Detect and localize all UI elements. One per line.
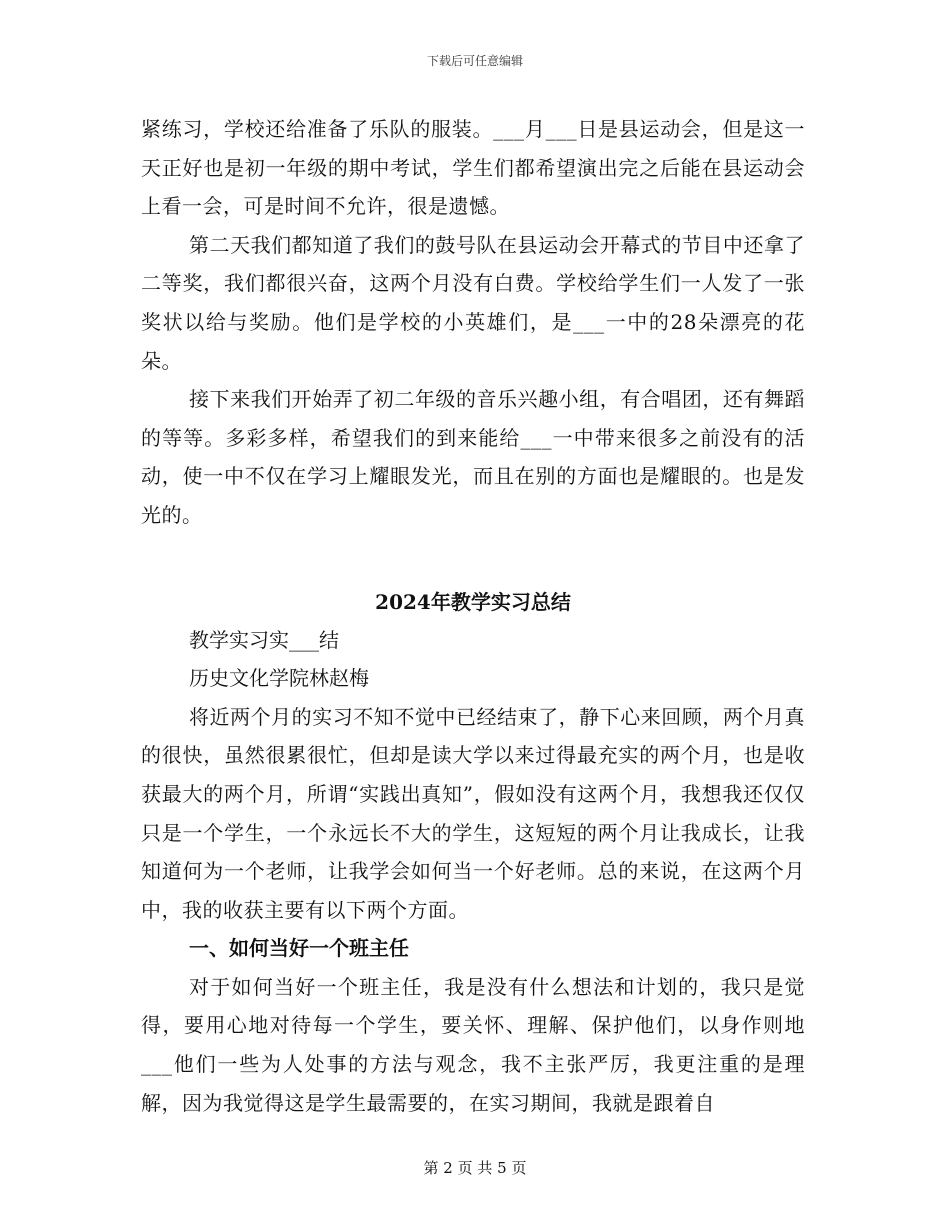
document-subtitle: 教学实习实___结 [189,627,339,652]
paragraph-music-group: 接下来我们开始弄了初二年级的音乐兴趣小组，有合唱团，还有舞蹈的等等。多彩多样，希望我们的到来能给___一中带来很多之前没有的活动，使一中不仅在学习上耀眼发光，而且在别的方面也是耀眼的。也是发光的。 [141,387,805,527]
paragraph-award: 第二天我们都知道了我们的鼓号队在县运动会开幕式的节目中还拿了二等奖，我们都很兴奋，这两个月没有白费。学校给学生们一人发了一张奖状以给与奖励。他们是学校的小英雄们，是___一中的28朵漂亮的花朵。 [141,232,805,373]
document-title: 2024年教学实习总结 [375,589,571,614]
page-header: 下载后可任意编辑 [426,54,523,68]
page-number: 第 2 页 共 5 页 [423,1159,527,1177]
paragraph-intro: 将近两个月的实习不知不觉中已经结束了，静下心来回顾，两个月真的很快，虽然很累很忙，但却是读大学以来过得最充实的两个月，也是收获最大的两个月，所谓“实践出真知”，假如没有这两个月，我想我还仅仅只是一个学生，一个永远长不大的学生，这短短的两个月让我成长，让我知道何为一个老师，让我学会如何当一个好老师。总的来说，在这两个月中，我的收获主要有以下两个方面。 [141,704,805,922]
document-body [141,110,805,1122]
document-author: 历史文化学院林赵梅 [189,666,369,691]
section-heading-class-teacher: 一、如何当好一个班主任 [189,936,409,961]
paragraph-class-teacher: 对于如何当好一个班主任，我是没有什么想法和计划的，我只是觉得，要用心地对待每一个学生，要关怀、理解、保护他们，以身作则地___他们一些为人处事的方法与观念，我不主张严厉，我更注重的是理解，因为我觉得这是学生最需要的，在实习期间，我就是跟着自 [141,974,805,1115]
paragraph-continued: 紧练习，学校还给准备了乐队的服装。___月___日是县运动会，但是这一天正好也是初一年级的期中考试，学生们都希望演出完之后能在县运动会上看一会，可是时间不允许，很是遗憾。 [141,117,805,219]
